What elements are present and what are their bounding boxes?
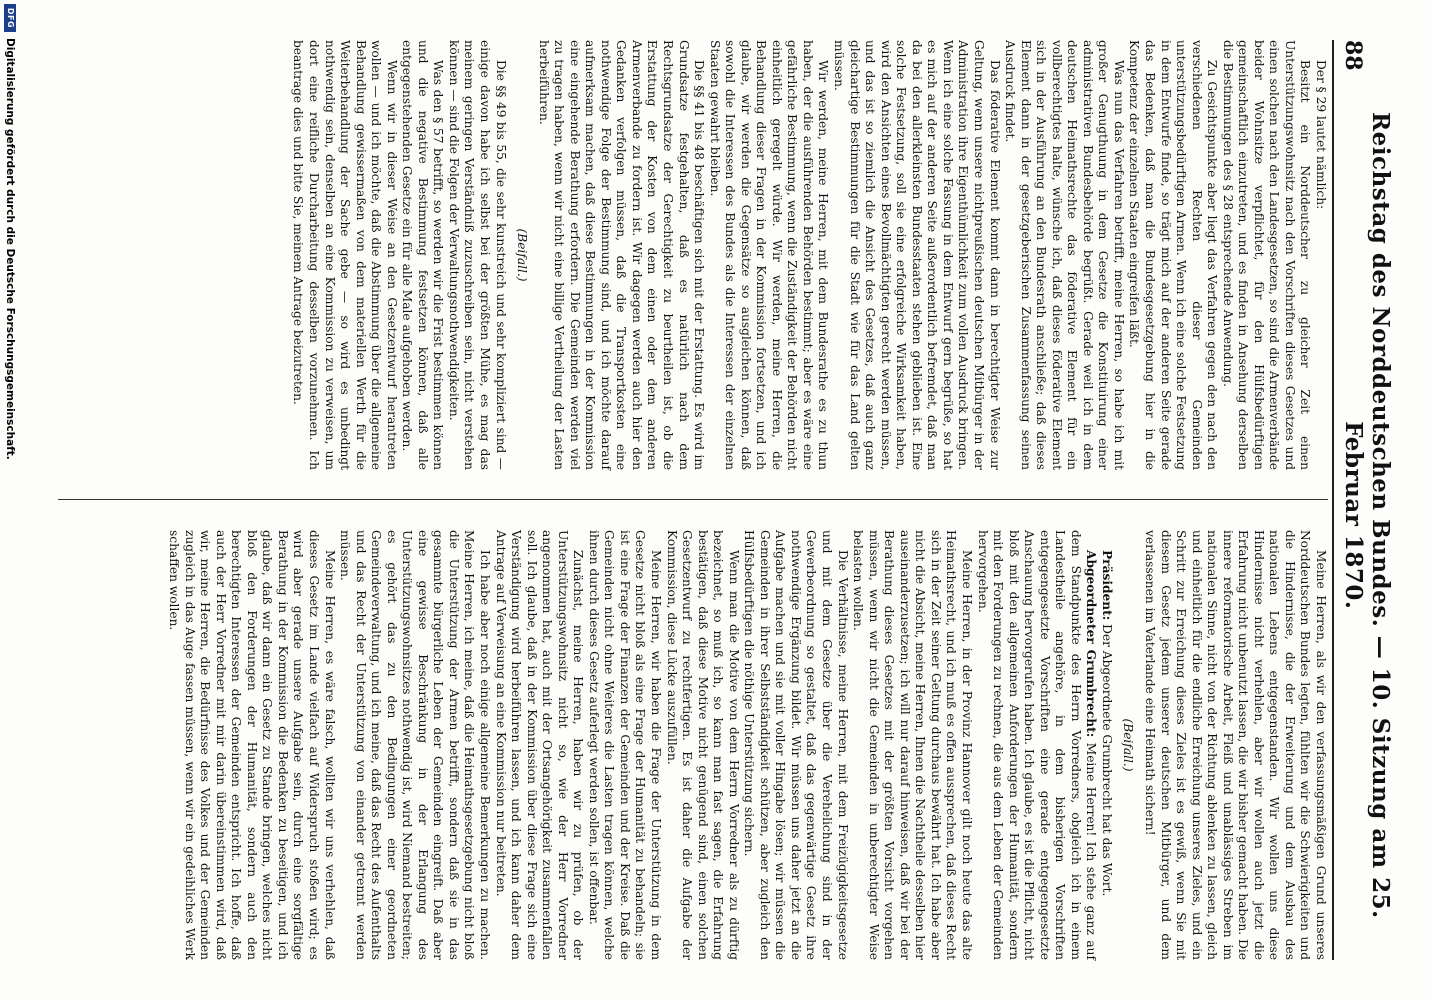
credit-text: Digitalisierung gefördert durch die Deutsche Forschungsgemeinschaft.: [4, 38, 16, 460]
digitization-credit: [0, 0, 20, 1000]
page-number: 88: [1340, 40, 1366, 71]
left-paragraph: Das föderative Element kommt dann in berechtigter Weise zur Geltung, wenn unsere nichtpreußischen deutschen Mitbürger in der Administration ihre Eigenthümlichkeit zum vollen Ausdruck bringen. Wenn ich eine solche Fassung in dem Entwurf gern begrüße, so hat es mich auf der anderen Seite außerordentlich befremdet, daß man da bei den allerkleinsten Bundesstaaten stehen geblieben ist. Eine solche Festsetzung, soll sie eine erfolgreiche Wirksamkeit haben, wird den Ansichten eines Bevollmächtigten gerecht werden müssen, und das ist so ziemlich die Ansicht des Gesetzes, daß auch ganz gleichartige Bestimmungen für die Stadt wie für das Land gelten müssen.: [832, 40, 1002, 470]
running-title: Reichstag des Norddeutschen Bundes. — 10. Sitzung am 25. Februar 1870.: [1340, 112, 1394, 919]
president-remark: [1098, 530, 1114, 960]
speech-text: Der Abgeordnete Grumbrecht hat das Wort.: [1099, 624, 1114, 897]
right-paragraph: Meine Herren, in der Provinz Hannover gilt noch heute das alte Heimathsrecht, und ich muß es offen aussprechen, daß dieses Recht sich in der Zeit seiner Geltung durchaus bewährt hat. Ich habe aber nicht die Absicht, meine Herren, Ihnen die Nachtheile desselben hier auseinanderzusetzen; ich will nur darauf hinweisen, daß wir bei der Berathung dieses Gesetzes mit der größten Vorsicht vorgehen müssen, wenn wir nicht die Gemeinden in unberechtigter Weise belasten wollen.: [851, 530, 974, 960]
speaker-label: Präsident:: [1099, 550, 1114, 621]
right-paragraph: Ich habe aber noch einige allgemeine Bemerkungen zu machen. Meine Herren, ich meine, daß die Heimathsgesetzgebung nicht bloß die Unterstützung der Armen betrifft, sondern daß sie in das gesammte bürgerliche Leben der Gemeinden eingreift. Daß aber eine gewisse Beschränkung in der Erlangung des Unterstützungswohnsitzes nothwendig ist, wird Niemand bestreiten; es gehört das zu den Bedingungen einer geordneten Gemeindeverwaltung, und ich meine, daß das Recht des Aufenthalts und das Recht der Unterstützung von einander getrennt werden müssen.: [338, 530, 493, 960]
right-column: [166, 530, 1328, 960]
left-paragraph: Der § 29 lautet nämlich:: [1314, 60, 1328, 210]
speaker-label: Abgeordneter Grumbrecht:: [1084, 550, 1099, 738]
left-paragraph: Zu Gesichtspunkte aber liegt das Verfahren gegen den nach den verschiedenen Rechten dieser Gemeinden unterstützungsbedürftigen Armen. Wenn ich eine solche Festsetzung in dem Entwurfe finde, so trägt mich auf der anderen Seite gerade das Bedenken, daß man die Bundesgesetzgebung hier in die Kompetenz der einzelnen Staaten eingreifen läßt.: [1127, 40, 1220, 470]
grumbrecht-speech: [974, 530, 1098, 960]
page-header: [1332, 40, 1394, 960]
left-column: [290, 40, 1328, 470]
right-paragraph: Meine Herren, als wir den verfassungsmäßigen Grund unseres Norddeutschen Bundes legten, fühlten wir die Schwierigkeiten und die Hindernisse, die der Erweiterung und dem Ausbau des nationalen Lebens entgegenstanden. Wir wollen uns diese Hindernisse nicht verhehlen, aber wir wollen auch jetzt die Erfahrung nicht unbenutzt lassen, die wir bisher gemacht haben. Die innere reformatorische Arbeit, Fleiß und unablässiges Streben im nationalen Sinne, nicht von der Richtung ablenken zu lassen, gleich und einheitlich für die endliche Erreichung unseres Zieles, und ein Schritt zur Erreichung dieses Zieles ist es gewiß, wenn Sie mit diesem Gesetz jedem unserer deutschen Mitbürger, und dem verlassenen im Vaterlande eine Heimath sichern!: [1142, 530, 1328, 960]
left-paragraph: Die §§ 49 bis 55, die sehr kunstreich und sehr kompliziert sind — einige davon habe ich selbst bei der größten Mühe, es mag das meinem geringen Verständniß zuzuschreiben sein, nicht verstehen können — sind die Folgen der Verwaltungsnothwendigkeiten.: [446, 40, 508, 470]
right-paragraph: Meine Herren, es wäre falsch, wollten wir uns verhehlen, daß dieses Gesetz im Lande vielfach auf Widerspruch stoßen wird; es wird aber gerade unsere Aufgabe sein, durch eine sorgfältige Berathung in der Kommission die Bedenken zu beseitigen, und ich glaube, daß wir dann ein Gesetz zu Stande bringen, welches nicht bloß den Forderungen der Humanität, sondern auch den berechtigten Interessen der Gemeinden entspricht. Ich hoffe, daß auch der Herr Vorredner mit mir darin übereinstimmen wird, daß wir, meine Herren, die Bedürfnisse des Volkes und der Gemeinden zugleich in das Auge fassen müssen, wenn wir ein gedeihliches Werk schaffen wollen.: [167, 530, 337, 960]
applause-note: (Beifall.): [1121, 718, 1136, 772]
applause-note: (Beifall.): [515, 228, 530, 282]
left-paragraph: Besitzt ein Norddeutscher zu gleicher Zeit einen Unterstützungswohnsitz nach den Vorschriften dieses Gesetzes und einen solchen nach den Landesgesetzen, so sind die Armenverbände beider Wohnsitze verpflichtet, für den Hülfsbedürftigen gemeinschaftlich einzutreten, und es finden in Ansehung derselben die Bestimmungen des § 28 entsprechende Anwendung.: [1220, 40, 1313, 470]
left-paragraph: Was den § 57 betrifft, so werden wir die Frist bestimmen können und die negative Bestimmung festsetzen können, daß alle entgegenstehenden Gesetze ein für alle Male aufgehoben werden.: [400, 40, 446, 470]
column-divider: [58, 499, 1328, 500]
left-paragraph: Wenn wir in dieser Weise an den Gesetzentwurf herantreten wollen — und ich möchte, daß die Abstimmung über die allgemeine Behandlung gewissermaßen von dem materiellen Werth für die Weiterbehandlung der Sache gebe — so wird es unbedingt nothwendig sein, denselben an eine Kommission zu verweisen, um dort eine reifliche Durcharbeitung desselben vorzunehmen. Ich beantrage dies und bitte Sie, meinem Antrage beizutreten.: [291, 40, 399, 470]
dfg-logo-icon: DFG: [4, 4, 16, 32]
right-paragraph: Die Verhältnisse, meine Herren, mit dem Freizügigkeitsgesetze und mit dem Gesetze über die Verehelichung sind in der Gewerbeordnung so gestaltet, daß das gegenwärtige Gesetz ihre nothwendige Ergänzung bildet. Wir müssen uns daher jetzt an die Aufgabe machen und sie mit voller Hingabe lösen; wir müssen die Gemeinden in ihrer Selbstständigkeit schützen, aber zugleich den Hülfsbedürftigen die nöthige Unterstützung sichern.: [742, 530, 850, 960]
speech-text: Meine Herren! Ich stehe ganz auf dem Standpunkte des Herrn Vorredners, obgleich ich in einem Landestheile angehöre, in dem bisherigen Vorschriften entgegengesetzte Vorschriften eine gerade entgegengesetzte Anschauung hervorgerufen haben. Ich glaube, es ist die Pflicht, nicht bloß mit den allgemeinen Anforderungen der Humanität, sondern mit den Forderungen zu rechnen, die aus dem Leben der Gemeinden hervorgehen.: [975, 530, 1099, 961]
right-paragraph: Wenn man die Motive von dem Herrn Vorredner als zu dürftig bezeichnet, so muß ich, so kann man fast sagen, die Erfahrung bestätigen, daß diese Motive nicht genügend sind, einen solchen Gesetzentwurf zu rechtfertigen. Es ist daher die Aufgabe der Kommission, diese Lücke auszufüllen.: [664, 530, 741, 960]
left-paragraph: Wir werden, meine Herren, mit dem Bundesrathe es zu thun haben, der die ausführenden Behörden bestimmt; aber es wäre eine gefährliche Bestimmung, wenn die Zuständigkeit der Behörden nicht einheitlich geregelt würde. Wir werden, meine Herren, die Behandlung dieser Fragen in der Kommission fortsetzen, und ich glaube, wir werden die Gegensätze so ausgleichen können, daß sowohl die Interessen des Bundes als die Interessen der einzelnen Staaten gewahrt bleiben.: [707, 40, 831, 470]
right-paragraph: Zunächst, meine Herren, haben wir zu prüfen, ob der Unterstützungswohnsitz nicht so, wie der Herr Vorredner angenommen hat, auch mit der Ortsangehörigkeit zusammenfallen soll. Ich glaube, daß in der Kommission über diese Frage sich eine Verständigung wird herbeiführen lassen, und ich kann daher dem Antrage auf Verweisung an eine Kommission nur beitreten.: [493, 530, 586, 960]
left-paragraph: Die §§ 41 bis 48 beschäftigen sich mit der Erstattung. Es wird im Grundsatze festgehalten, daß es natürlich nach dem Rechtsgrundsatze der Gerechtigkeit zu beurtheilen ist, ob die Erstattung der Kosten von dem einen oder dem anderen Armenverbande zu fordern ist. Wir dagegen werden auch hier den Gedanken verfolgen müssen, daß die Transportkosten eine nothwendige Folge der Bestimmung sind, und ich möchte darauf aufmerksam machen, daß diese Bestimmungen in der Kommission eine eingehende Berathung erfordern. Die Gemeinden werden viel zu tragen haben, wenn wir nicht eine billige Vertheilung der Lasten herbeiführen.: [536, 40, 707, 470]
right-paragraph: Meine Herren, wir haben die Frage der Unterstützung in dem Gesetze nicht bloß als eine Frage der Humanität zu behandeln; sie ist eine Frage der Finanzen der Gemeinden und der Kreise. Daß die Gemeinden nicht ohne Weiteres die Lasten tragen können, welche ihnen durch dieses Gesetz auferlegt werden sollen, ist offenbar.: [586, 530, 664, 960]
left-paragraph: Was nun das Verfahren betrifft, meine Herren, so habe ich mit großer Genugthuung in dem Gesetze die Konstituirung einer administrativen Bundesbehörde begrüßt. Gerade weil ich in dem deutschen Heimathsrechte das föderative Element für ein vollberechtigtes halte, wünsche ich, daß dieses föderative Element sich in der Ausführung an den Bundesrath anschließe; daß dieses Element dann in der gesetzgeberischen Zusammenfassung seinen Ausdruck findet.: [1003, 40, 1126, 470]
